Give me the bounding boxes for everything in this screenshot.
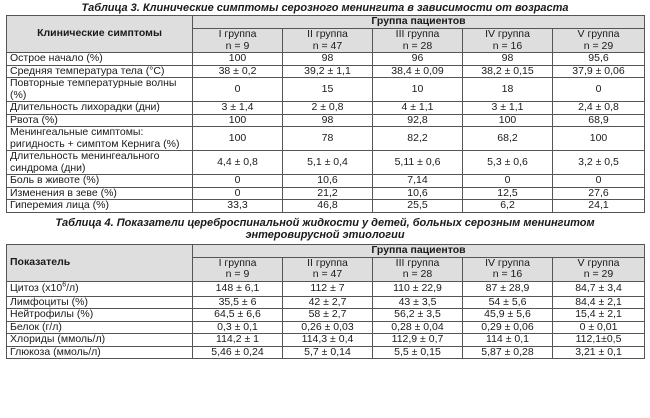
table-cell: 100 xyxy=(553,127,645,151)
table-row xyxy=(7,346,645,359)
group-count: n = 29 xyxy=(583,268,614,280)
table-cell: 37,9 ± 0,06 xyxy=(553,65,645,78)
table-cell: 12,5 xyxy=(463,187,553,200)
table-row-label: Нейтрофилы (%) xyxy=(7,309,193,322)
table-cell: 2,4 ± 0,8 xyxy=(553,102,645,115)
group-header-2 xyxy=(283,29,373,53)
table-cell: 114,2 ± 1 xyxy=(193,334,283,347)
table4-caption xyxy=(0,213,650,244)
table4-body xyxy=(7,281,645,359)
table-row-label: Длительность лихорадки (дни) xyxy=(7,102,193,115)
table-row-label: Рвота (%) xyxy=(7,114,193,127)
table-cell: 98 xyxy=(283,114,373,127)
group-header-1 xyxy=(193,29,283,53)
table-cell: 112,9 ± 0,7 xyxy=(373,334,463,347)
table-cell: 15 xyxy=(283,78,373,102)
table-cell: 100 xyxy=(463,114,553,127)
table-cell: 3 ± 1,4 xyxy=(193,102,283,115)
table-cell: 92,8 xyxy=(373,114,463,127)
table-row-label: Изменения в зеве (%) xyxy=(7,187,193,200)
group-name: II группа xyxy=(307,256,348,269)
group-count: n = 16 xyxy=(492,268,523,280)
group-header-5 xyxy=(553,29,645,53)
table-cell: 10,6 xyxy=(373,187,463,200)
table-row xyxy=(7,127,645,151)
table4 xyxy=(6,244,645,360)
table-cell: 0 xyxy=(553,78,645,102)
table-row xyxy=(7,114,645,127)
table-cell: 0 xyxy=(193,187,283,200)
group-header-5 xyxy=(553,257,645,281)
group-count: n = 28 xyxy=(402,39,433,52)
group-header-4 xyxy=(463,29,553,53)
table-cell: 38,2 ± 0,15 xyxy=(463,65,553,78)
group-name: V группа xyxy=(577,28,620,40)
group-name: II группа xyxy=(307,28,348,40)
group-count: n = 9 xyxy=(225,268,250,280)
table-cell: 112,1±0,5 xyxy=(553,334,645,347)
table-row-label: Белок (г/л) xyxy=(7,321,193,334)
table-cell: 15,4 ± 2,1 xyxy=(553,309,645,322)
group-name: I группа xyxy=(218,28,257,40)
group-header-4 xyxy=(463,257,553,281)
table-row xyxy=(7,321,645,334)
table-cell: 43 ± 3,5 xyxy=(373,296,463,309)
table-cell: 100 xyxy=(193,127,283,151)
group-header-3 xyxy=(373,257,463,281)
table-cell: 3,2 ± 0,5 xyxy=(553,151,645,175)
group-count: n = 47 xyxy=(312,39,343,52)
table-cell: 5,46 ± 0,24 xyxy=(193,346,283,359)
group-header-3 xyxy=(373,29,463,53)
table-cell: 42 ± 2,7 xyxy=(283,296,373,309)
group-name: IV группа xyxy=(485,256,530,269)
table-row xyxy=(7,102,645,115)
table-cell: 38 ± 0,2 xyxy=(193,65,283,78)
table-row xyxy=(7,175,645,188)
table-cell: 0 xyxy=(193,175,283,188)
group-name: I группа xyxy=(218,256,257,269)
table-cell: 5,1 ± 0,4 xyxy=(283,151,373,175)
group-name: IV группа xyxy=(485,28,530,40)
table-cell: 45,9 ± 5,6 xyxy=(463,309,553,322)
table-row-label: Гиперемия лица (%) xyxy=(7,200,193,213)
table-cell: 0 xyxy=(463,175,553,188)
table-row xyxy=(7,187,645,200)
table3-caption: Таблица 3. Клинические симптомы серозного менингита в зависимости от возраста xyxy=(81,2,569,14)
table-cell: 84,7 ± 3,4 xyxy=(553,281,645,296)
table-row-label: Боль в животе (%) xyxy=(7,175,193,188)
table-cell: 114 ± 0,1 xyxy=(463,334,553,347)
table-cell: 112 ± 7 xyxy=(283,281,373,296)
group-count: n = 29 xyxy=(583,39,614,52)
table-row-label: Острое начало (%) xyxy=(7,53,193,66)
table-cell: 3 ± 1,1 xyxy=(463,102,553,115)
table-cell: 5,5 ± 0,15 xyxy=(373,346,463,359)
table-cell: 96 xyxy=(373,53,463,66)
table-cell: 0 ± 0,01 xyxy=(553,321,645,334)
table-cell: 10 xyxy=(373,78,463,102)
table-row-label: Длительность менингеального синдрома (дни) xyxy=(7,151,193,175)
table-cell: 68,2 xyxy=(463,127,553,151)
group-count: n = 47 xyxy=(312,268,343,280)
table-cell: 27,6 xyxy=(553,187,645,200)
table3-header-symptoms: Клинические симптомы xyxy=(7,16,193,53)
table-cell: 54 ± 5,6 xyxy=(463,296,553,309)
table-cell: 114,3 ± 0,4 xyxy=(283,334,373,347)
table-cell: 5,3 ± 0,6 xyxy=(463,151,553,175)
table-cell: 18 xyxy=(463,78,553,102)
group-count: n = 16 xyxy=(492,39,523,52)
table-cell: 33,3 xyxy=(193,200,283,213)
table-row-label: Лимфоциты (%) xyxy=(7,296,193,309)
table-row xyxy=(7,151,645,175)
table-cell: 148 ± 6,1 xyxy=(193,281,283,296)
group-name: III группа xyxy=(395,256,440,269)
table-row-label: Средняя температура тела (°C) xyxy=(7,65,193,78)
table4-caption-line1: Таблица 4. Показатели цереброспинальной жидкости у детей, больных серозным менингитом xyxy=(55,216,595,229)
table-cell: 56,2 ± 3,5 xyxy=(373,309,463,322)
table-cell: 7,14 xyxy=(373,175,463,188)
table-cell: 25,5 xyxy=(373,200,463,213)
table-cell: 0,28 ± 0,04 xyxy=(373,321,463,334)
table-cell: 0 xyxy=(193,78,283,102)
table-row xyxy=(7,334,645,347)
table-row-label: Менингеальные симптомы: ригидность + симптом Кернига (%) xyxy=(7,127,193,151)
table-cell: 110 ± 22,9 xyxy=(373,281,463,296)
table-cell: 10,6 xyxy=(283,175,373,188)
table-row-label: Хлориды (ммоль/л) xyxy=(7,334,193,347)
table-cell: 82,2 xyxy=(373,127,463,151)
table-cell: 100 xyxy=(193,114,283,127)
group-header-1 xyxy=(193,257,283,281)
group-name: V группа xyxy=(577,256,620,269)
table-cell: 84,4 ± 2,1 xyxy=(553,296,645,309)
table-row xyxy=(7,53,645,66)
table-cell: 0,26 ± 0,03 xyxy=(283,321,373,334)
table-row xyxy=(7,65,645,78)
table-cell: 5,7 ± 0,14 xyxy=(283,346,373,359)
table3-header-group: Группа пациентов xyxy=(193,16,645,29)
table3-body xyxy=(7,53,645,213)
table-cell: 98 xyxy=(283,53,373,66)
table-cell: 39,2 ± 1,1 xyxy=(283,65,373,78)
table-cell: 3,21 ± 0,1 xyxy=(553,346,645,359)
table-cell: 35,5 ± 6 xyxy=(193,296,283,309)
table-cell: 100 xyxy=(193,53,283,66)
table-cell: 98 xyxy=(463,53,553,66)
table-cell: 5,11 ± 0,6 xyxy=(373,151,463,175)
group-header-2 xyxy=(283,257,373,281)
table-row xyxy=(7,281,645,296)
group-count: n = 28 xyxy=(402,268,433,280)
table-cell: 5,87 ± 0,28 xyxy=(463,346,553,359)
table-cell: 58 ± 2,7 xyxy=(283,309,373,322)
table-cell: 46,8 xyxy=(283,200,373,213)
table-cell: 64,5 ± 6,6 xyxy=(193,309,283,322)
table-row xyxy=(7,200,645,213)
table-row xyxy=(7,78,645,102)
group-name: III группа xyxy=(395,28,440,40)
table-cell: 38,4 ± 0,09 xyxy=(373,65,463,78)
table-cell: 87 ± 28,9 xyxy=(463,281,553,296)
table-row-label: Цитоз $(х10^6/л)$ xyxy=(7,281,193,296)
table-cell: 2 ± 0,8 xyxy=(283,102,373,115)
table-row-label: Глюкоза (ммоль/л) xyxy=(7,346,193,359)
table4-header-group: Группа пациентов xyxy=(193,244,645,257)
group-count: n = 9 xyxy=(225,39,250,52)
table-row-label: Повторные температурные волны (%) xyxy=(7,78,193,102)
table-cell: 68,9 xyxy=(553,114,645,127)
table4-header-indicator: Показатель xyxy=(7,244,193,281)
table3 xyxy=(6,15,645,213)
table-row xyxy=(7,309,645,322)
table-cell: 6,2 xyxy=(463,200,553,213)
table4-caption-line2: энтеровирусной этиологии xyxy=(245,228,405,241)
table-cell: 0,3 ± 0,1 xyxy=(193,321,283,334)
table-cell: 78 xyxy=(283,127,373,151)
table-cell: 21,2 xyxy=(283,187,373,200)
table-cell: 0 xyxy=(553,175,645,188)
table-cell: 4 ± 1,1 xyxy=(373,102,463,115)
table-row xyxy=(7,296,645,309)
table-cell: 95,6 xyxy=(553,53,645,66)
table-cell: 4,4 ± 0,8 xyxy=(193,151,283,175)
table-cell: 24,1 xyxy=(553,200,645,213)
table-cell: 0,29 ± 0,06 xyxy=(463,321,553,334)
